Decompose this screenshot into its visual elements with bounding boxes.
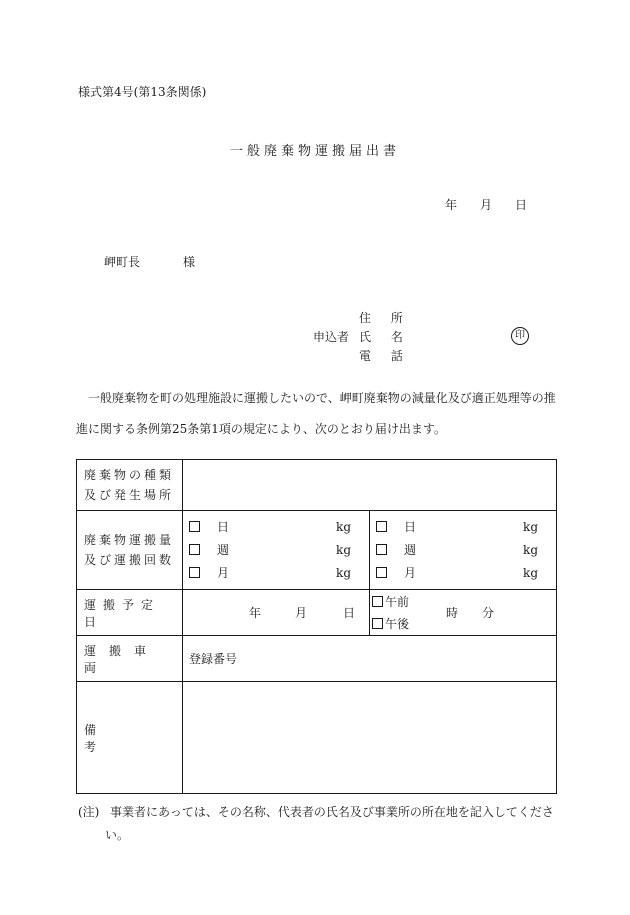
form-number: 様式第4号(第13条関係) (78, 85, 207, 99)
pm-option[interactable] (372, 618, 409, 630)
waste-type-label-2: 及び発生場所 (84, 488, 175, 502)
unit-right-week: 週 (404, 542, 417, 557)
application-table (76, 459, 557, 794)
date-input-cell[interactable] (183, 590, 370, 636)
date-label (84, 596, 182, 630)
document-title: 一般廃棄物運搬届出書 (229, 144, 400, 159)
amount-label-2: 及び運搬回数 (84, 553, 175, 567)
checkbox-left-day[interactable] (189, 521, 200, 532)
unit-left-week: 週 (217, 542, 230, 557)
time-input-cell (370, 590, 557, 636)
footnote-text-line2: い。 (105, 828, 130, 842)
unit-left-month: 月 (217, 565, 230, 580)
kg-right-day: kg (523, 519, 538, 534)
address-label: 住 所 (359, 311, 411, 325)
amount-left-week (183, 539, 369, 562)
checkbox-pm[interactable] (372, 618, 383, 629)
checkbox-left-week[interactable] (189, 544, 200, 555)
kg-right-month: kg (523, 565, 538, 580)
waste-type-label-cell (77, 460, 183, 511)
table-row-vehicle (77, 636, 557, 682)
table-row-waste-type (77, 460, 557, 511)
am-option[interactable] (372, 596, 409, 608)
date-month-unit: 月 (295, 606, 308, 620)
vehicle-label-cell (77, 636, 183, 682)
kg-left-day: kg (336, 519, 351, 534)
kg-right-week: kg (523, 542, 538, 557)
remarks-label: 備考 (84, 722, 157, 754)
checkbox-left-month[interactable] (189, 567, 200, 578)
minute-unit: 分 (482, 606, 495, 620)
footnote-marker: (注) (78, 805, 100, 819)
table-row-amount (77, 511, 557, 590)
table-row-date (77, 590, 557, 636)
remarks-label-cell (77, 682, 183, 794)
phone-label: 電 話 (359, 349, 411, 363)
amount-right-cell (370, 511, 557, 590)
date-month-label: 月 (480, 198, 493, 212)
checkbox-right-day[interactable] (376, 521, 387, 532)
amount-left-day (183, 516, 369, 539)
remarks-input[interactable] (183, 682, 557, 794)
kg-left-month: kg (336, 565, 351, 580)
waste-type-label-1: 廃棄物の種類 (84, 468, 175, 482)
date-year-label: 年 (445, 198, 458, 212)
unit-right-day: 日 (404, 519, 417, 534)
unit-left-day: 日 (217, 519, 230, 534)
body-text-line1: 一般廃棄物を町の処理施設に運搬したいので、岬町廃棄物の減量化及び適正処理等の推 (88, 391, 556, 405)
amount-right-week (370, 539, 556, 562)
vehicle-input[interactable] (183, 636, 557, 682)
date-day-label: 日 (515, 198, 528, 212)
checkbox-right-month[interactable] (376, 567, 387, 578)
vehicle-label: 運搬車両 (84, 643, 160, 675)
date-label-cell (77, 590, 183, 636)
applicant-label: 申込者 (313, 330, 350, 344)
addressee: 岬町長 (104, 255, 141, 269)
addressee-honorific: 様 (183, 255, 196, 269)
date-day-unit: 日 (343, 606, 356, 620)
date-label-text: 運搬予定日 (84, 597, 161, 629)
amount-left-cell (183, 511, 370, 590)
hour-unit: 時 (446, 606, 459, 620)
table-row-remarks (77, 682, 557, 794)
amount-right-day (370, 516, 556, 539)
amount-label-cell (77, 511, 183, 590)
unit-right-month: 月 (404, 565, 417, 580)
checkbox-am[interactable] (372, 596, 383, 607)
checkbox-right-week[interactable] (376, 544, 387, 555)
body-text-line2: 進に関する条例第25条第1項の規定により、次のとおり届け出ます。 (76, 422, 446, 436)
vehicle-registration-label: 登録番号 (189, 652, 238, 666)
waste-type-input[interactable] (183, 460, 557, 511)
pm-label: 午後 (385, 617, 410, 631)
seal-mark: 印 (511, 327, 529, 345)
name-label: 氏 名 (359, 330, 411, 344)
date-year-unit: 年 (249, 606, 262, 620)
amount-label-1: 廃棄物運搬量 (84, 533, 175, 547)
kg-left-week: kg (336, 542, 351, 557)
amount-left-month (183, 562, 369, 585)
footnote-text-line1: 事業者にあっては、その名称、代表者の氏名及び事業所の所在地を記入してくださ (110, 805, 554, 819)
amount-right-month (370, 562, 556, 585)
am-label: 午前 (385, 595, 410, 609)
